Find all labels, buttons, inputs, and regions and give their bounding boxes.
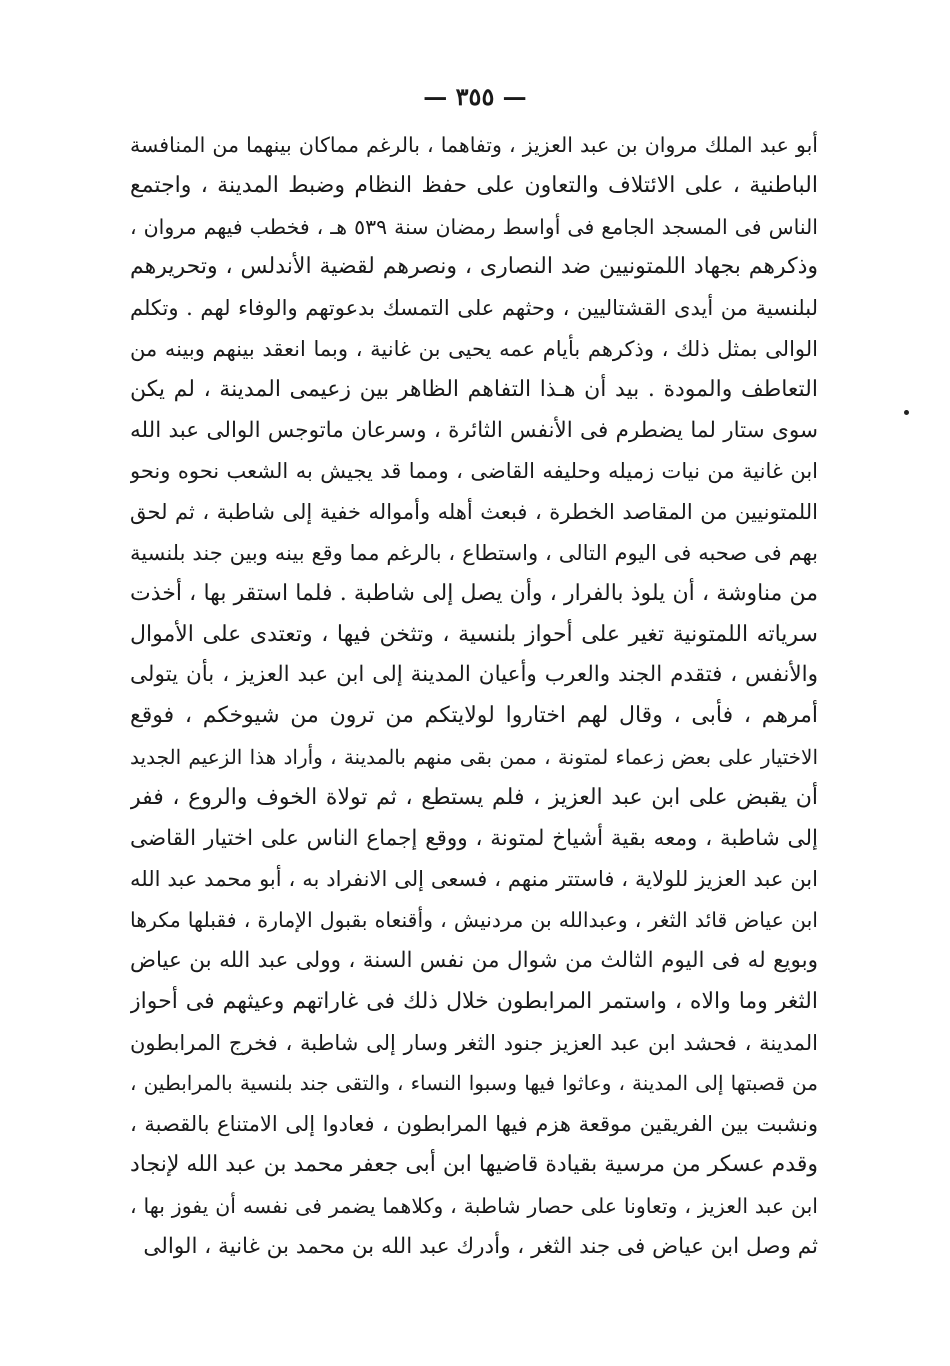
body-text xyxy=(130,125,818,1267)
text-line: وذكرهم بجهاد اللمتونيين ضد النصارى ، ونصرهم لقضية الأندلس ، وتحريرهم xyxy=(130,254,818,280)
text-line: من مناوشة ، أن يلوذ بالفرار ، وأن يصل إلى شاطبة . فلما استقر بها ، أخذت xyxy=(130,580,818,606)
text-line: إلى شاطبة ، ومعه بقية أشياخ لمتونة ، ووقع إجماع الناس على اختيار القاضى xyxy=(130,825,818,851)
text-line: لبلنسية من أيدى القشتاليين ، وحثهم على التمسك بدعوتهم والوفاء لهم . وتكلم xyxy=(130,296,818,321)
text-line: ثم وصل ابن عياض فى جند الثغر ، وأدرك عبد الله بن محمد بن غانية ، الوالى xyxy=(143,1233,818,1259)
text-line: الاختيار على بعض زعماء لمتونة ، ممن بقى منهم بالمدينة ، وأراد هذا الزعيم الجديد xyxy=(130,744,818,769)
text-line: اللمتونيين من المقاصد الخطرة ، فبعث أهله وأمواله خفية إلى شاطبة ، ثم لحق xyxy=(130,500,818,525)
text-line: ونشبت بين الفريقين موقعة هزم فيها المرابطون ، فعادوا إلى الامتناع بالقصبة ، xyxy=(130,1112,818,1137)
text-line: والأنفس ، فتقدم الجند والعرب وأعيان المدينة إلى ابن عبد العزيز ، بأن يتولى xyxy=(130,662,818,688)
text-line: أبو عبد الملك مروان بن عبد العزيز ، وتفاهما ، بالرغم مماكان بينهما من المنافسة xyxy=(130,133,818,157)
ink-speck xyxy=(904,410,909,415)
text-line: الناس فى المسجد الجامع فى أواسط رمضان سنة ٥٣٩ هـ ، فخطب فيهم مروان ، xyxy=(130,214,818,239)
text-line: أمرهم ، فأبى ، وقال لهم اختاروا لولايتكم من ترون من شيوخكم ، فوقع xyxy=(130,703,818,729)
text-line: بهم فى صحبه فى اليوم التالى ، واستطاع ، بالرغم مما وقع بينه وبين جند بلنسية xyxy=(130,540,818,565)
text-line: وقدم عسكر من مرسية بقيادة قاضيها ابن أبى جعفر محمد بن عبد الله لإنجاد xyxy=(130,1151,818,1177)
text-line: الوالى بمثل ذلك ، وذكرهم بأيام عمه يحيى بن غانية ، وبما انعقد بينهم وبينه من xyxy=(130,336,818,361)
text-line: سرياته اللمتونية تغير على أحواز بلنسية ، وتثخن فيها ، وتعتدى على الأموال xyxy=(130,621,818,647)
text-line: التعاطف والمودة . بيد أن هـذا التفاهم الظاهر بين زعيمى المدينة ، لم يكن xyxy=(130,376,818,402)
text-line: ابن عبد العزيز ، وتعاونا على حصار شاطبة ، وكلاهما يضمر فى نفسه أن يفوز بها ، xyxy=(130,1193,818,1218)
text-line: سوى ستار لما يضطرم فى الأنفس الثائرة ، وسرعان ماتوجس الوالى عبد الله xyxy=(130,417,818,443)
text-line: ابن عياض قائد الثغر ، وعبدالله بن مردنيش ، وأقنعاه بقبول الإمارة ، فقبلها مكرها xyxy=(130,908,818,933)
text-line: المدينة ، فحشد ابن عبد العزيز جنود الثغر وسار إلى شاطبة ، فخرج المرابطون xyxy=(130,1030,818,1055)
text-line: وبويع له فى اليوم الثالث من شوال من نفس السنة ، وولى عبد الله بن عياض xyxy=(130,947,818,973)
text-line: ابن عبد العزيز للولاية ، فاستتر منهم ، فسعى إلى الانفراد به ، أبو محمد عبد الله xyxy=(130,867,818,892)
text-line: الباطنية ، على الائتلاف والتعاون على حفظ النظام وضبط المدينة ، واجتمع xyxy=(130,172,818,198)
text-line: من قصبتها إلى المدينة ، وعاثوا فيها وسبوا النساء ، والتقى جند بلنسية بالمرابطين ، xyxy=(130,1071,818,1096)
text-line: ابن غانية من نيات زميله وحليفه القاضى ، ومما قد يجيش به الشعب نحوه ونحو xyxy=(130,459,818,484)
text-line: الثغر وما والاه ، واستمر المرابطون خلال ذلك فى غاراتهم وعيثهم فى أحواز xyxy=(130,988,818,1014)
page-number: — ٣٥٥ — xyxy=(423,82,527,111)
text-line: أن يقبض على ابن عبد العزيز ، فلم يستطع ، ثم تولاة الخوف والروع ، ففر xyxy=(130,784,818,810)
